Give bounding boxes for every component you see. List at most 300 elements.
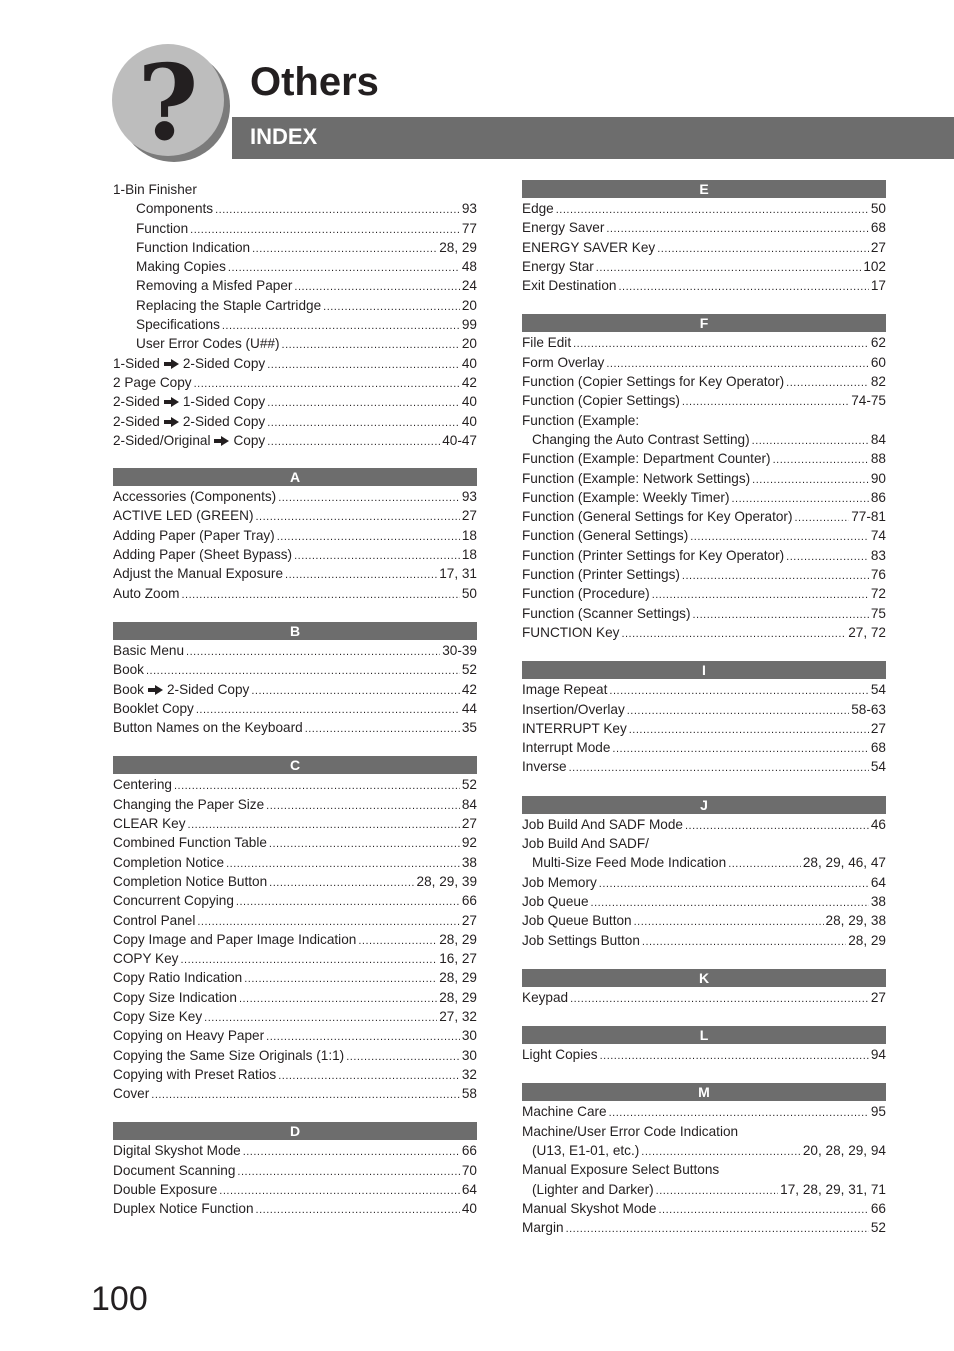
index-entry bbox=[113, 412, 477, 431]
index-entry bbox=[113, 680, 477, 699]
index-entry bbox=[522, 257, 886, 276]
index-group-e bbox=[522, 180, 886, 295]
entry-pages: 17, 28, 29, 31, 71 bbox=[780, 1181, 886, 1197]
entry-term: Booklet Copy bbox=[113, 700, 194, 716]
entry-label bbox=[113, 699, 194, 718]
entry-pages: 52 bbox=[870, 1220, 886, 1236]
right-arrow-icon bbox=[164, 397, 179, 407]
index-entry bbox=[113, 1007, 477, 1026]
dot-leader bbox=[786, 548, 869, 565]
index-entry bbox=[522, 815, 886, 834]
entry-label bbox=[136, 257, 226, 276]
letter-header-f: F bbox=[522, 314, 886, 332]
entry-term: ACTIVE LED (GREEN) bbox=[113, 508, 254, 524]
entry-term: CLEAR Key bbox=[113, 816, 186, 832]
entry-term: Digital Skyshot Mode bbox=[113, 1143, 241, 1159]
entry-pages: 93 bbox=[461, 201, 477, 217]
entry-term: Specifications bbox=[136, 317, 220, 333]
index-entry bbox=[522, 238, 886, 257]
entry-label bbox=[113, 680, 249, 699]
dot-leader bbox=[174, 777, 460, 794]
dot-leader bbox=[204, 1009, 437, 1026]
entry-label bbox=[522, 257, 594, 276]
entry-label bbox=[522, 449, 771, 468]
entry-label bbox=[113, 795, 264, 814]
dot-leader bbox=[606, 220, 869, 237]
entry-pages: 82 bbox=[870, 374, 886, 390]
entry-label bbox=[522, 911, 632, 930]
dot-leader bbox=[182, 586, 460, 603]
index-entry bbox=[522, 199, 886, 218]
index-entry bbox=[522, 507, 886, 526]
index-entry bbox=[113, 930, 477, 949]
entry-term: Document Scanning bbox=[113, 1162, 236, 1178]
entry-pages: 27 bbox=[461, 912, 477, 928]
entry-term: Basic Menu bbox=[113, 642, 185, 658]
entry-label bbox=[522, 333, 571, 352]
entry-pages: 93 bbox=[461, 489, 477, 505]
entry-term: Book bbox=[113, 662, 144, 678]
entry-term: Combined Function Table bbox=[113, 835, 267, 851]
entry-pages: 40-47 bbox=[442, 432, 477, 448]
entry-pages: 86 bbox=[870, 489, 886, 505]
index-entry bbox=[522, 1160, 886, 1179]
index-entry bbox=[522, 276, 886, 295]
dot-leader bbox=[243, 1143, 460, 1160]
entry-term: Auto Zoom bbox=[113, 585, 180, 601]
entry-pages: 75 bbox=[870, 605, 886, 621]
entry-label bbox=[522, 1045, 598, 1064]
dot-leader bbox=[267, 356, 460, 373]
index-entry bbox=[113, 296, 477, 315]
entry-pages: 77-81 bbox=[851, 509, 886, 525]
index-entry bbox=[113, 872, 477, 891]
dot-leader bbox=[251, 682, 460, 699]
entry-term: Copying on Heavy Paper bbox=[113, 1028, 265, 1044]
entry-pages: 30 bbox=[461, 1028, 477, 1044]
index-entry bbox=[522, 488, 886, 507]
entry-label bbox=[522, 623, 619, 642]
entry-pages: 64 bbox=[870, 874, 886, 890]
dot-leader bbox=[256, 1201, 460, 1218]
entry-term: Copy Ratio Indication bbox=[113, 970, 243, 986]
right-arrow-icon bbox=[164, 359, 179, 369]
dot-leader bbox=[188, 816, 460, 833]
entry-pages: 54 bbox=[870, 759, 886, 775]
dot-leader bbox=[752, 471, 869, 488]
entry-pages: 40 bbox=[461, 394, 477, 410]
dot-leader bbox=[682, 393, 849, 410]
entry-term-target: 2-Sided Copy bbox=[166, 681, 250, 697]
entry-pages: 27 bbox=[870, 989, 886, 1005]
entry-term: Keypad bbox=[522, 989, 569, 1005]
entry-pages: 38 bbox=[461, 854, 477, 870]
index-entry bbox=[113, 641, 477, 660]
entry-pages: 48 bbox=[461, 259, 477, 275]
entry-label bbox=[532, 430, 750, 449]
index-entry bbox=[113, 1084, 477, 1103]
right-arrow-icon bbox=[164, 417, 179, 427]
index-entry bbox=[113, 545, 477, 564]
index-entry bbox=[522, 469, 886, 488]
index-entry bbox=[113, 968, 477, 987]
index-entry bbox=[522, 988, 886, 1007]
entry-term: Copy Size Indication bbox=[113, 989, 237, 1005]
dot-leader bbox=[196, 701, 460, 718]
dot-leader bbox=[728, 855, 801, 872]
index-entry bbox=[522, 1122, 886, 1141]
entry-label bbox=[522, 892, 589, 911]
entry-label bbox=[113, 775, 172, 794]
entry-label bbox=[522, 1218, 564, 1237]
entry-term: Adjust the Manual Exposure bbox=[113, 566, 284, 582]
index-group-f bbox=[522, 314, 886, 642]
dot-leader bbox=[215, 201, 460, 218]
entry-label bbox=[136, 276, 292, 295]
index-entry bbox=[113, 276, 477, 295]
index-entry bbox=[522, 700, 886, 719]
entry-pages: 88 bbox=[870, 451, 886, 467]
entry-label bbox=[113, 891, 234, 910]
dot-leader bbox=[642, 933, 846, 950]
entry-pages: 28, 29 bbox=[439, 239, 477, 255]
entry-label bbox=[522, 218, 604, 237]
dot-leader bbox=[219, 1182, 460, 1199]
entry-pages: 35 bbox=[461, 720, 477, 736]
index-column-right bbox=[522, 180, 886, 1256]
entry-label bbox=[532, 853, 726, 872]
dot-leader bbox=[634, 913, 824, 930]
entry-term: Control Panel bbox=[113, 912, 196, 928]
entry-term: Function (Example: bbox=[522, 412, 640, 428]
entry-pages: 27 bbox=[461, 508, 477, 524]
entry-pages: 64 bbox=[461, 1182, 477, 1198]
entry-term: Function (Scanner Settings) bbox=[522, 605, 691, 621]
index-entry bbox=[522, 1045, 886, 1064]
entry-label bbox=[136, 315, 220, 334]
index-entry bbox=[113, 814, 477, 833]
index-entry bbox=[522, 526, 886, 545]
entry-label bbox=[113, 1161, 235, 1180]
index-entry bbox=[113, 564, 477, 583]
entry-label bbox=[522, 199, 554, 218]
entry-pages: 95 bbox=[870, 1104, 886, 1120]
dot-leader bbox=[346, 1048, 460, 1065]
index-column-left bbox=[113, 180, 477, 1238]
entry-term: Function (Example: Weekly Timer) bbox=[522, 489, 730, 505]
entry-pages: 60 bbox=[870, 354, 886, 370]
dot-leader bbox=[629, 721, 869, 738]
letter-header-m: M bbox=[522, 1083, 886, 1101]
dot-leader bbox=[194, 375, 460, 392]
entry-term-target: 2-Sided Copy bbox=[182, 413, 266, 429]
entry-label bbox=[113, 1180, 217, 1199]
index-entry bbox=[113, 392, 477, 411]
entry-pages: 66 bbox=[461, 1143, 477, 1159]
dot-leader bbox=[685, 817, 869, 834]
entry-term: Job Build And SADF Mode bbox=[522, 816, 683, 832]
entry-pages: 66 bbox=[870, 1200, 886, 1216]
entry-term: Light Copies bbox=[522, 1047, 598, 1063]
entry-term: Book bbox=[113, 681, 144, 697]
entry-pages: 54 bbox=[870, 682, 886, 698]
entry-pages: 27 bbox=[870, 720, 886, 736]
page-number: 100 bbox=[91, 1280, 148, 1318]
entry-term: Manual Skyshot Mode bbox=[522, 1200, 657, 1216]
entry-label bbox=[113, 392, 265, 411]
entry-label bbox=[136, 199, 213, 218]
entry-pages: 20 bbox=[461, 336, 477, 352]
index-entry bbox=[522, 1199, 886, 1218]
section-header-bar bbox=[232, 117, 954, 159]
entry-term: Machine/User Error Code Indication bbox=[522, 1123, 739, 1139]
entry-label bbox=[113, 660, 144, 679]
dot-leader bbox=[612, 740, 868, 757]
entry-label bbox=[522, 1122, 886, 1141]
entry-term: Machine Care bbox=[522, 1104, 607, 1120]
index-entry bbox=[113, 718, 477, 737]
dot-leader bbox=[656, 1182, 779, 1199]
entry-pages: 84 bbox=[870, 431, 886, 447]
index-entry bbox=[113, 795, 477, 814]
dot-leader bbox=[600, 1047, 869, 1064]
dot-leader bbox=[657, 240, 869, 257]
dot-leader bbox=[252, 240, 437, 257]
entry-pages: 74 bbox=[870, 528, 886, 544]
entry-label bbox=[522, 488, 730, 507]
entry-term: Completion Notice bbox=[113, 854, 225, 870]
entry-term: Making Copies bbox=[136, 259, 226, 275]
letter-header-d: D bbox=[113, 1122, 477, 1140]
entry-term: 2-Sided/Original bbox=[113, 432, 211, 448]
entry-term-target: 1-Sided Copy bbox=[182, 394, 266, 410]
entry-term: Adding Paper (Paper Tray) bbox=[113, 527, 275, 543]
index-entry bbox=[113, 1199, 477, 1218]
index-entry bbox=[522, 873, 886, 892]
index-entry bbox=[113, 699, 477, 718]
entry-pages: 72 bbox=[870, 586, 886, 602]
entry-term: Duplex Notice Function bbox=[113, 1201, 254, 1217]
entry-term: Insertion/Overlay bbox=[522, 701, 625, 717]
dot-leader bbox=[269, 835, 460, 852]
entry-pages: 18 bbox=[461, 547, 477, 563]
dot-leader bbox=[358, 932, 437, 949]
entry-term: (U13, E1-01, etc.) bbox=[532, 1142, 640, 1158]
entry-term: Edge bbox=[522, 201, 554, 216]
index-entry bbox=[113, 315, 477, 334]
entry-pages: 76 bbox=[870, 567, 886, 583]
entry-term: Energy Star bbox=[522, 258, 594, 274]
entry-term: ENERGY SAVER Key bbox=[522, 239, 656, 255]
entry-pages: 27, 32 bbox=[439, 1008, 477, 1024]
dot-leader bbox=[752, 432, 869, 449]
dot-leader bbox=[236, 893, 460, 910]
entry-label bbox=[113, 373, 192, 392]
index-entry bbox=[113, 1180, 477, 1199]
dot-leader bbox=[278, 489, 460, 506]
entry-term: Interrupt Mode bbox=[522, 740, 611, 756]
dot-leader bbox=[773, 451, 869, 468]
entry-pages: 58 bbox=[461, 1086, 477, 1102]
dot-leader bbox=[267, 414, 460, 431]
entry-term: FUNCTION Key bbox=[522, 624, 620, 640]
dot-leader bbox=[305, 720, 460, 737]
right-arrow-icon bbox=[148, 685, 163, 695]
index-entry bbox=[113, 334, 477, 353]
entry-pages: 28, 29, 38 bbox=[825, 913, 886, 929]
dot-leader bbox=[606, 355, 869, 372]
dot-leader bbox=[197, 913, 460, 930]
entry-term: Job Memory bbox=[522, 874, 597, 890]
entry-pages: 16, 27 bbox=[439, 951, 477, 967]
entry-pages: 77 bbox=[461, 220, 477, 236]
section-label: INDEX bbox=[250, 124, 318, 149]
entry-pages: 28, 29 bbox=[439, 931, 477, 947]
entry-label bbox=[532, 1141, 639, 1160]
dot-leader bbox=[278, 1067, 460, 1084]
index-group-d bbox=[113, 1122, 477, 1218]
index-entry bbox=[113, 526, 477, 545]
entry-term-target: Copy bbox=[233, 432, 266, 448]
dot-leader bbox=[269, 874, 414, 891]
entry-pages: 70 bbox=[461, 1162, 477, 1178]
dot-leader bbox=[180, 951, 437, 968]
entry-label bbox=[522, 1199, 657, 1218]
entry-pages: 42 bbox=[461, 681, 477, 697]
index-entry bbox=[522, 604, 886, 623]
dot-leader bbox=[659, 1201, 869, 1218]
page-title: Others bbox=[250, 60, 379, 104]
entry-pages: 38 bbox=[870, 893, 886, 909]
dot-leader bbox=[641, 1143, 801, 1160]
entry-label bbox=[522, 988, 568, 1007]
dot-leader bbox=[573, 335, 869, 352]
entry-label bbox=[113, 968, 242, 987]
entry-term: Changing the Paper Size bbox=[113, 796, 265, 812]
index-entry bbox=[113, 431, 477, 450]
entry-pages: 74-75 bbox=[851, 393, 886, 409]
entry-label bbox=[136, 296, 321, 315]
entry-label bbox=[113, 545, 292, 564]
entry-pages: 40 bbox=[461, 1201, 477, 1217]
entry-label bbox=[113, 506, 254, 525]
entry-term: Double Exposure bbox=[113, 1182, 218, 1198]
entry-term: Copy Size Key bbox=[113, 1008, 203, 1024]
index-entry bbox=[522, 623, 886, 642]
entry-label bbox=[522, 565, 680, 584]
dot-leader bbox=[690, 528, 869, 545]
entry-pages: 58-63 bbox=[851, 701, 886, 717]
entry-term: Function (General Settings for Key Operator) bbox=[522, 509, 793, 525]
entry-term: Job Settings Button bbox=[522, 932, 640, 948]
entry-pages: 42 bbox=[461, 374, 477, 390]
index-entry bbox=[522, 892, 886, 911]
entry-term: (Lighter and Darker) bbox=[532, 1181, 654, 1197]
entry-label bbox=[136, 219, 188, 238]
entry-pages: 50 bbox=[461, 585, 477, 601]
index-entry bbox=[522, 931, 886, 950]
entry-label bbox=[113, 1065, 276, 1084]
dot-leader bbox=[266, 797, 460, 814]
index-entry bbox=[522, 719, 886, 738]
dot-leader bbox=[323, 298, 460, 315]
entry-term: Margin bbox=[522, 1220, 564, 1236]
entry-term: Copying the Same Size Originals (1:1) bbox=[113, 1047, 345, 1063]
entry-pages: 68 bbox=[870, 220, 886, 236]
index-entry bbox=[522, 565, 886, 584]
entry-label bbox=[522, 238, 655, 257]
entry-term: Copy Image and Paper Image Indication bbox=[113, 931, 357, 947]
entry-label bbox=[522, 469, 750, 488]
entry-term: User Error Codes (U##) bbox=[136, 336, 280, 352]
letter-header-e: E bbox=[522, 180, 886, 198]
entry-pages: 52 bbox=[461, 662, 477, 678]
entry-pages: 83 bbox=[870, 547, 886, 563]
entry-term: Function (Procedure) bbox=[522, 586, 650, 602]
index-group-l bbox=[522, 1026, 886, 1064]
entry-label bbox=[113, 949, 178, 968]
entry-label bbox=[522, 526, 688, 545]
dot-leader bbox=[266, 1028, 460, 1045]
dot-leader bbox=[569, 759, 869, 776]
entry-pages: 102 bbox=[863, 258, 886, 274]
index-entry bbox=[113, 833, 477, 852]
index-entry bbox=[522, 1218, 886, 1237]
dot-leader bbox=[627, 702, 849, 719]
dot-leader bbox=[267, 433, 440, 450]
index-entry bbox=[113, 911, 477, 930]
entry-term: Image Repeat bbox=[522, 682, 608, 698]
entry-label bbox=[113, 988, 237, 1007]
index-group-numeric bbox=[113, 180, 477, 450]
entry-pages: 30 bbox=[461, 1047, 477, 1063]
index-entry bbox=[522, 546, 886, 565]
dot-leader bbox=[693, 606, 869, 623]
entry-term: 1-Sided bbox=[113, 355, 160, 371]
index-group-k bbox=[522, 969, 886, 1007]
entry-pages: 62 bbox=[870, 335, 886, 351]
entry-pages: 40 bbox=[461, 355, 477, 371]
entry-term: Button Names on the Keyboard bbox=[113, 720, 303, 736]
entry-term: Adding Paper (Sheet Bypass) bbox=[113, 547, 293, 563]
letter-header-j: J bbox=[522, 796, 886, 814]
entry-term: Cover bbox=[113, 1086, 150, 1102]
entry-label bbox=[522, 411, 886, 430]
index-entry bbox=[113, 949, 477, 968]
dot-leader bbox=[244, 970, 437, 987]
dot-leader bbox=[786, 374, 869, 391]
entry-pages: 28, 29 bbox=[848, 932, 886, 948]
entry-label bbox=[522, 815, 683, 834]
entry-label bbox=[113, 930, 356, 949]
entry-pages: 17 bbox=[870, 278, 886, 294]
entry-pages: 84 bbox=[461, 796, 477, 812]
entry-term: Function (General Settings) bbox=[522, 528, 689, 544]
entry-term: 2-Sided bbox=[113, 413, 160, 429]
entry-label bbox=[522, 700, 625, 719]
entry-term: Function (Example: Network Settings) bbox=[522, 470, 751, 486]
entry-label bbox=[113, 1026, 264, 1045]
letter-header-a: A bbox=[113, 468, 477, 486]
entry-term: Job Queue Button bbox=[522, 913, 632, 929]
entry-label bbox=[522, 931, 640, 950]
dot-leader bbox=[566, 1220, 869, 1237]
entry-label bbox=[522, 507, 793, 526]
dot-leader bbox=[591, 894, 869, 911]
entry-pages: 28, 29, 46, 47 bbox=[802, 855, 886, 871]
index-entry bbox=[522, 333, 886, 352]
entry-pages: 46 bbox=[870, 816, 886, 832]
